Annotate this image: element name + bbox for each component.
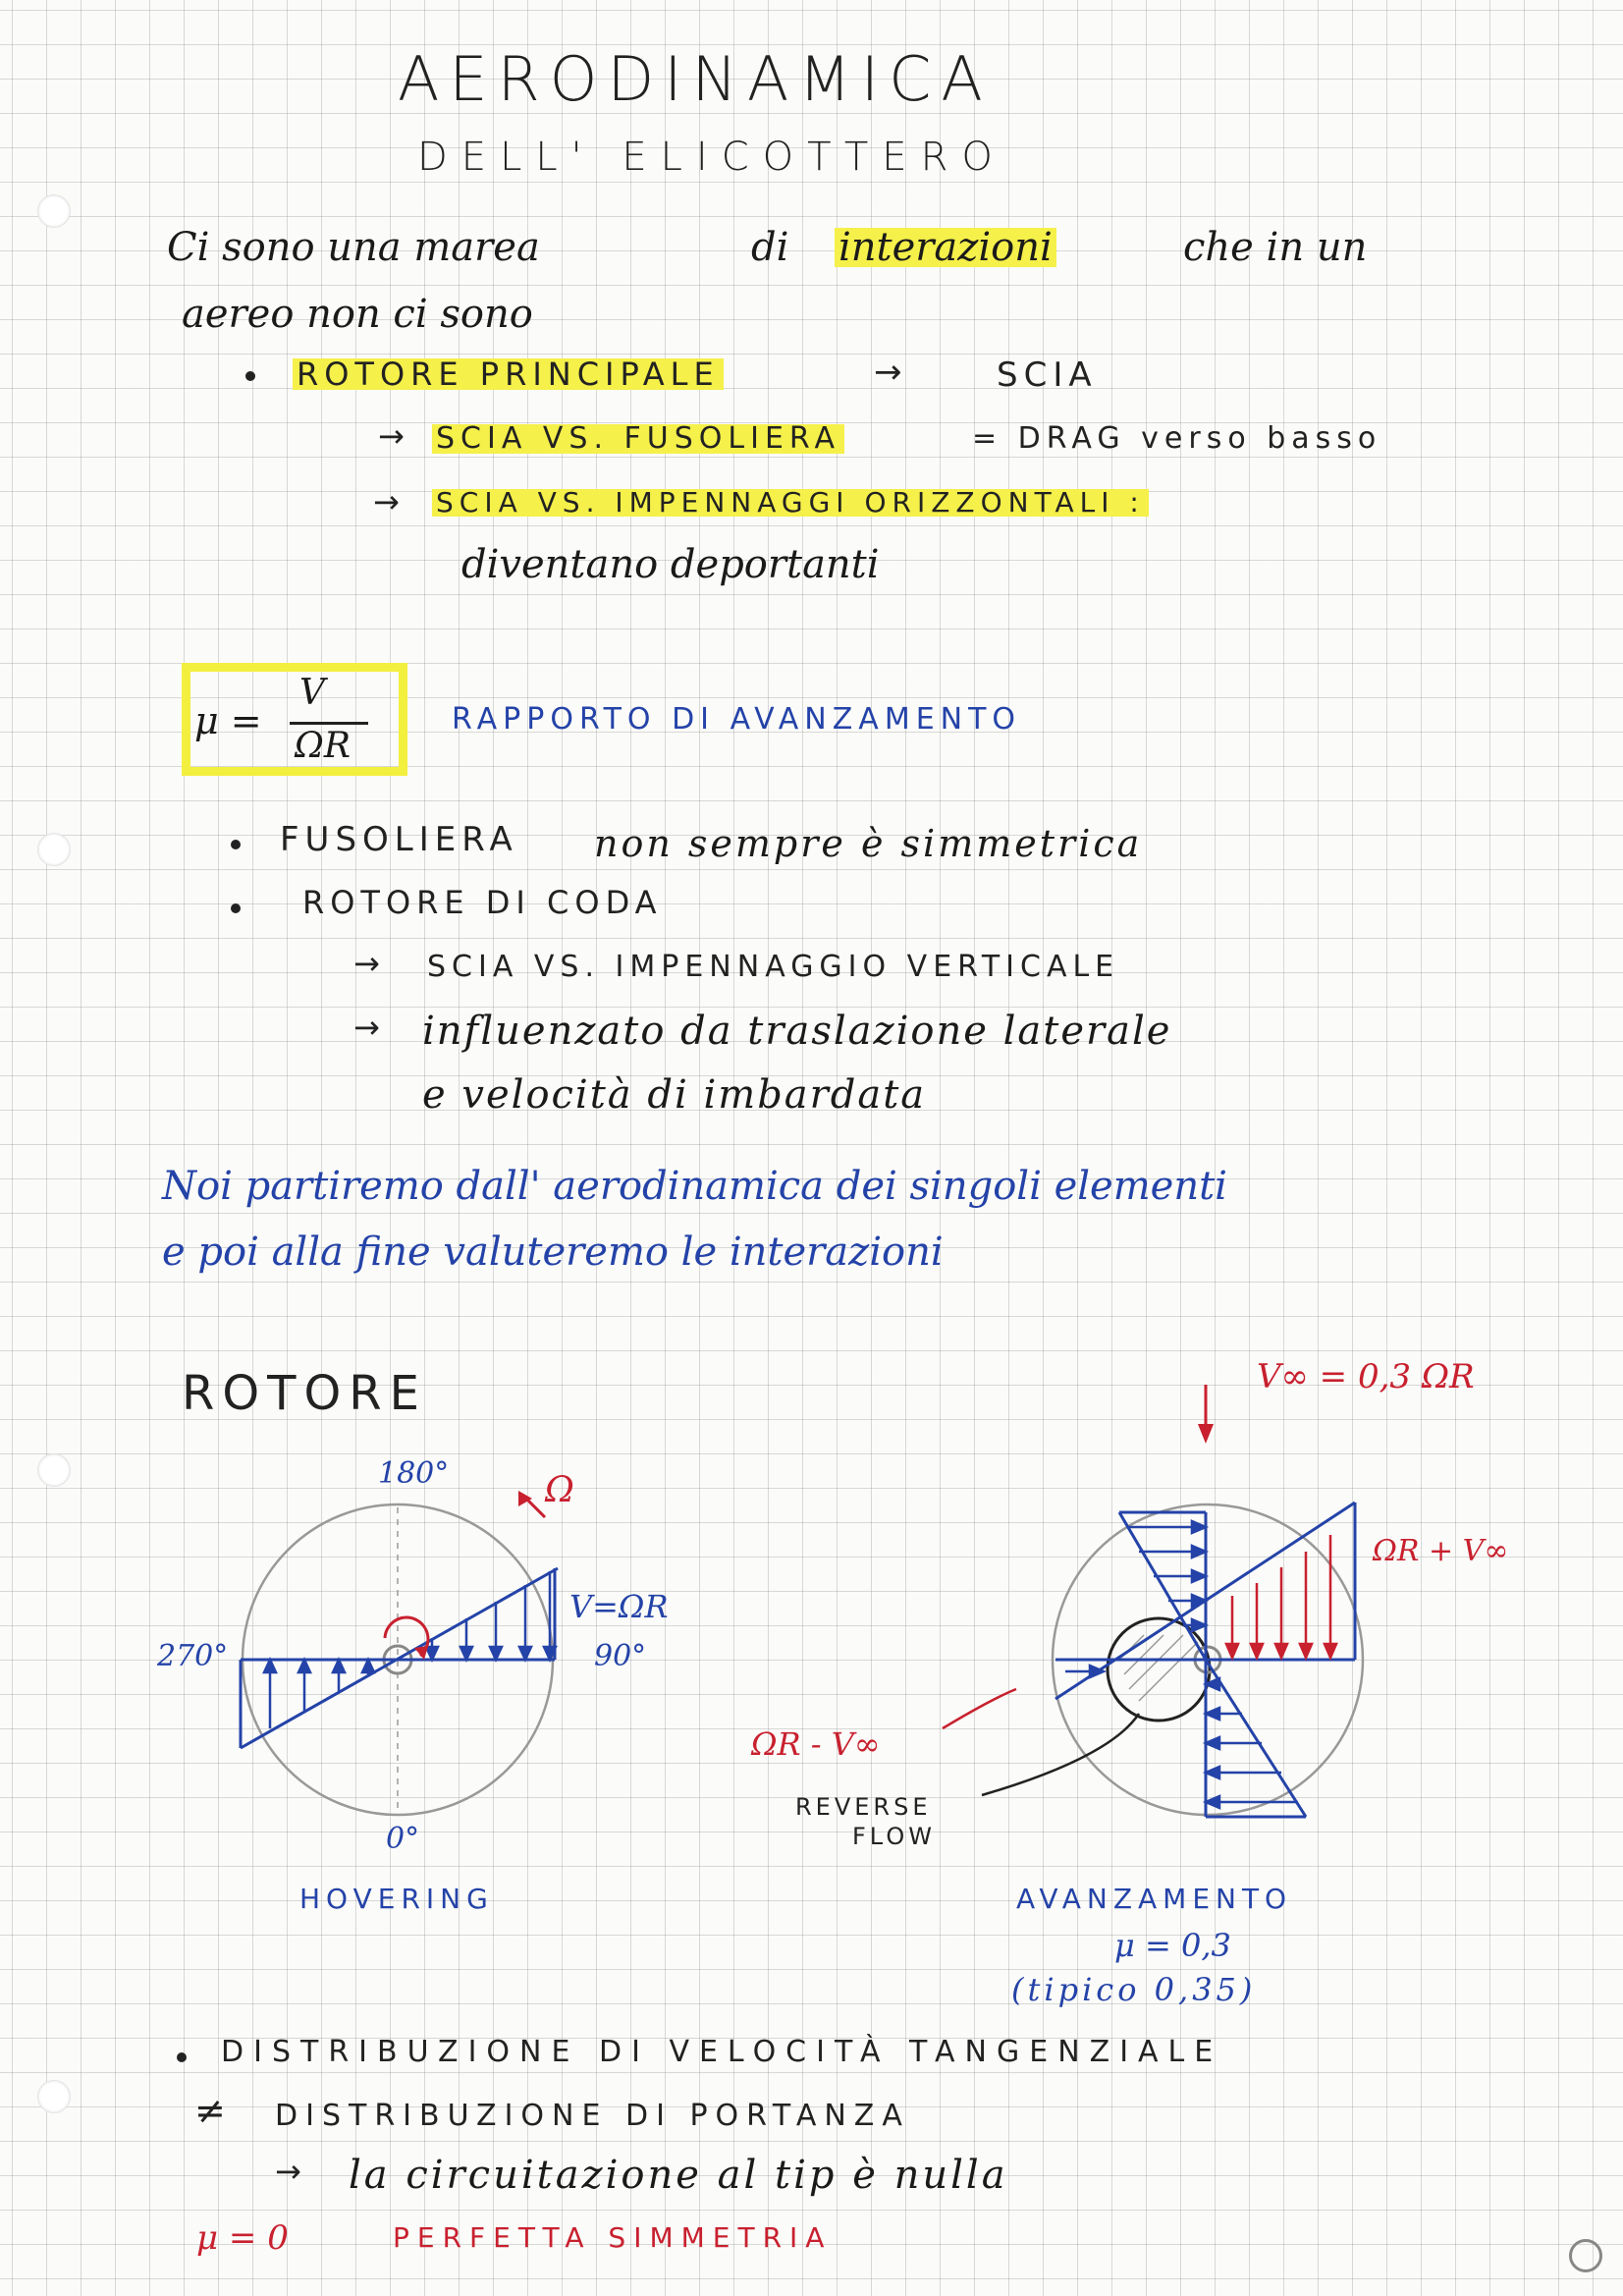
rotore-principale-label: ROTORE PRINCIPALE: [293, 358, 724, 390]
corner-mark-icon: [1569, 2239, 1602, 2272]
intro-line1a: Ci sono una marea: [167, 225, 540, 270]
rotore-principale-scia: SCIA: [997, 355, 1098, 395]
rapporto-di-avanzamento: RAPPORTO DI AVANZAMENTO: [452, 702, 1022, 737]
influenzato-da-traslazione: influenzato da traslazione laterale: [422, 1009, 1172, 1054]
angle-90-label: 90°: [594, 1639, 647, 1673]
top-arrows: [1127, 1521, 1206, 1631]
mu-zero: μ = 0: [196, 2218, 289, 2258]
hovering-diagram: [241, 1491, 558, 1815]
circuitazione-nulla: la circuitazione al tip è nulla: [349, 2153, 1008, 2198]
bullet: [177, 2052, 187, 2062]
avanzamento-diagram: [943, 1385, 1363, 1817]
intro-line2: aereo non ci sono: [182, 292, 533, 337]
arrow-icon: →: [353, 1009, 386, 1046]
hovering-right-arrows: [426, 1571, 556, 1660]
reverse-flow-circle: [1108, 1618, 1210, 1721]
bottom-arrows: [1206, 1678, 1298, 1808]
not-equal-icon: ≠: [194, 2089, 232, 2132]
flow-label: FLOW: [852, 1823, 936, 1850]
mu-symbol: μ =: [194, 699, 262, 742]
advancing-velocity-label: ΩR + V∞: [1373, 1534, 1509, 1568]
angle-180-label: 180°: [378, 1456, 450, 1491]
scia-impennaggi-highlight: SCIA VS. IMPENNAGGI ORIZZONTALI :: [432, 489, 1149, 517]
leader-line-left: [943, 1689, 1016, 1728]
hovering-caption: HOVERING: [299, 1883, 494, 1915]
rotore-principale-arrow: →: [874, 353, 908, 392]
note-line1: Noi partiremo dall' aerodinamica dei singoli elementi: [162, 1164, 1227, 1209]
intro-line1b: di: [751, 225, 789, 270]
mu-numerator: V: [299, 673, 325, 713]
distribuzione-velocita: DISTRIBUZIONE DI VELOCITÀ TANGENZIALE: [221, 2035, 1223, 2069]
typical-value: (tipico 0,35): [1011, 1971, 1257, 2008]
drag-verso-basso: = DRAG verso basso: [972, 421, 1382, 456]
page-title: AERODINAMICA: [398, 43, 993, 115]
rotore-heading: ROTORE: [182, 1366, 427, 1421]
fusoliera-label: FUSOLIERA: [280, 820, 518, 859]
retreating-velocity-label: ΩR - V∞: [751, 1725, 881, 1763]
omega-label: Ω: [545, 1470, 574, 1510]
perfetta-simmetria: PERFETTA SIMMETRIA: [393, 2221, 833, 2254]
page-subtitle: DELL' ELICOTTERO: [417, 135, 1006, 180]
arrow-icon: →: [275, 2153, 307, 2190]
intro-line1d: che in un: [1183, 225, 1368, 270]
arrow-icon: →: [373, 483, 406, 520]
arrow-icon: →: [353, 945, 386, 982]
note-line2: e poi alla fine valuteremo le interazioni: [162, 1230, 944, 1275]
rotore-di-coda-label: ROTORE DI CODA: [302, 884, 663, 921]
vinf-label: V∞ = 0,3 ΩR: [1257, 1357, 1475, 1396]
hovering-left-arrows: [264, 1660, 374, 1728]
mu-denominator: ΩR: [295, 726, 351, 766]
intro-interazioni-highlight: interazioni: [835, 228, 1056, 267]
mu-value: μ = 0,3: [1114, 1927, 1231, 1964]
arrow-icon: →: [378, 417, 410, 455]
reverse-label: REVERSE: [795, 1793, 932, 1821]
diventano-deportanti: diventano deportanti: [461, 542, 880, 587]
reverse-flow-hatching: [1119, 1635, 1198, 1701]
fusoliera-note: non sempre è simmetrica: [594, 822, 1143, 865]
scia-fusoliera-highlight: SCIA VS. FUSOLIERA: [432, 424, 844, 454]
velocity-label: V=ΩR: [569, 1588, 669, 1625]
angle-0-label: 0°: [386, 1822, 420, 1856]
scia-impennaggio-verticale: SCIA VS. IMPENNAGGIO VERTICALE: [427, 950, 1120, 984]
avanzamento-caption: AVANZAMENTO: [1016, 1883, 1293, 1915]
velocita-imbardata: e velocità di imbardata: [422, 1072, 927, 1118]
angle-270-label: 270°: [157, 1639, 229, 1673]
distribuzione-portanza: DISTRIBUZIONE DI PORTANZA: [275, 2099, 910, 2133]
